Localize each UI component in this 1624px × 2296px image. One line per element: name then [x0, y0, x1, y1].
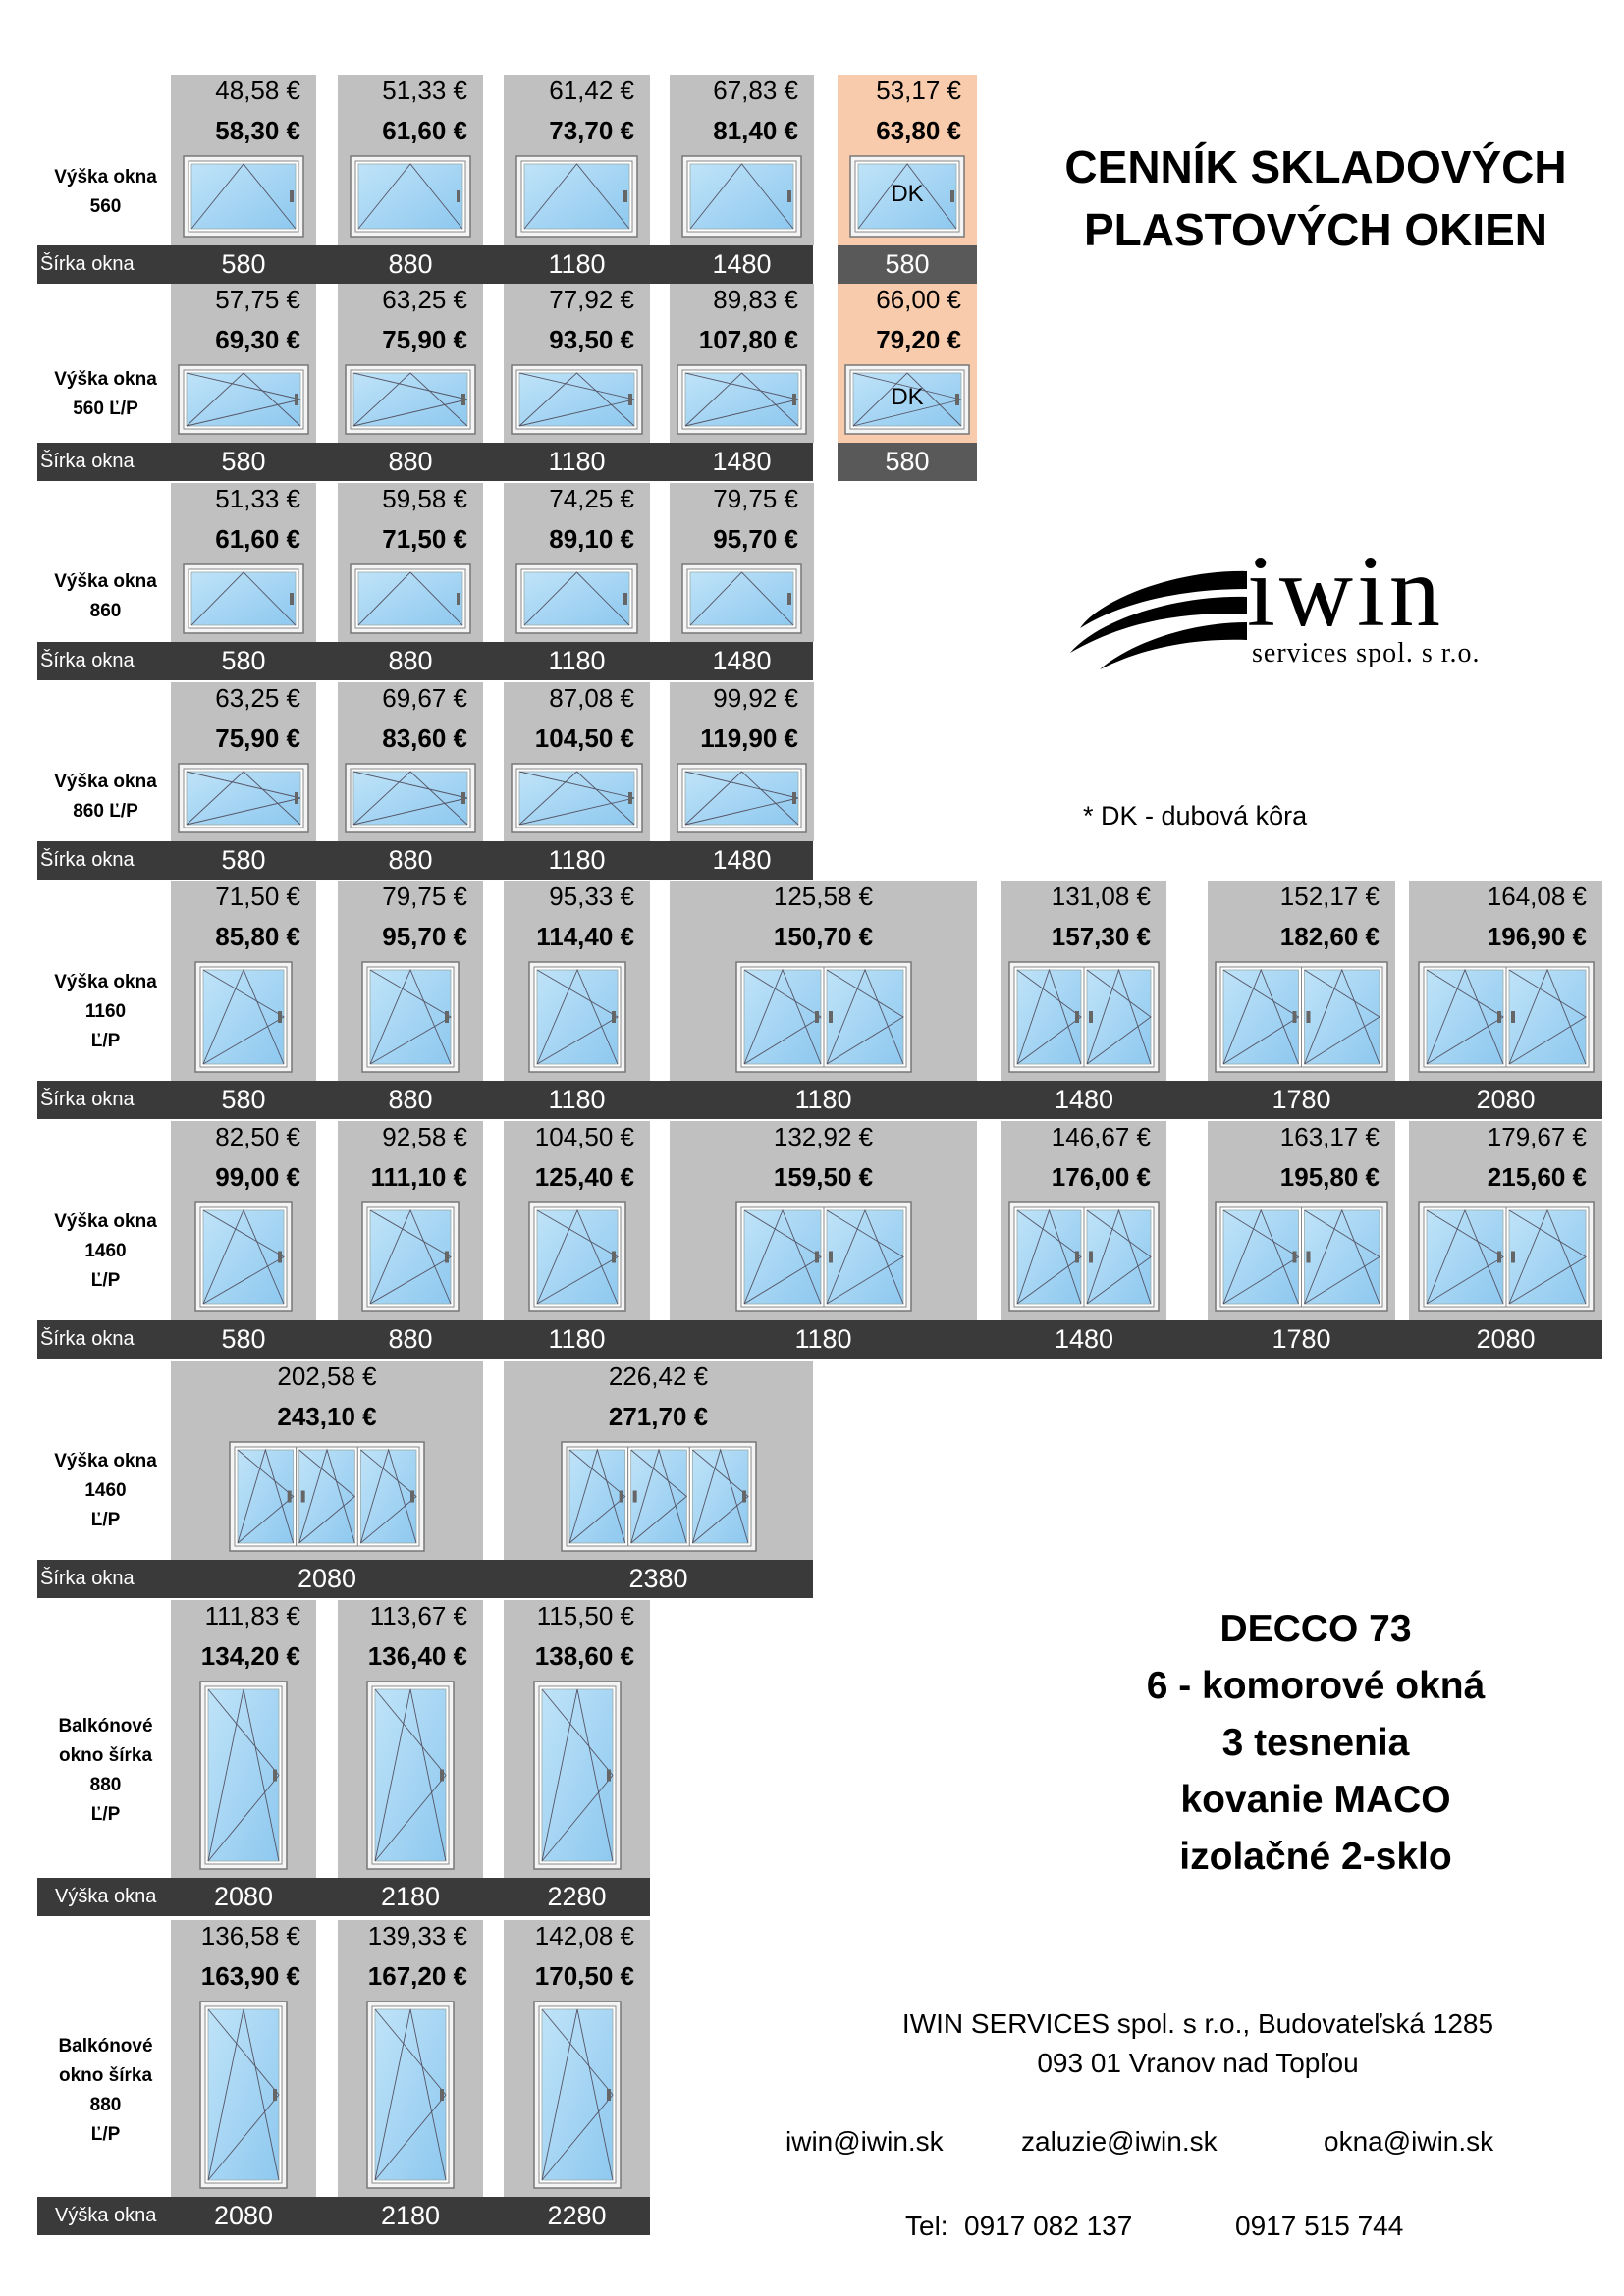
price-with-vat: 215,60 € — [1487, 1162, 1587, 1192]
phone-label: Tel: — [905, 2211, 948, 2241]
row-label-line: 860 — [89, 601, 122, 621]
row-label-line: 560 Ľ/P — [73, 399, 138, 419]
window-icon — [194, 961, 293, 1073]
price-without-vat: 115,50 € — [536, 1601, 634, 1630]
price-without-vat: 152,17 € — [1279, 881, 1380, 911]
dimension-value: 2080 — [297, 1564, 357, 1593]
dimension-value: 1180 — [548, 447, 606, 476]
price-with-vat: 163,90 € — [200, 1961, 300, 1991]
window-icon — [1418, 961, 1595, 1073]
spec-line: DECCO 73 — [1219, 1608, 1412, 1650]
row-label — [39, 567, 172, 626]
price-with-vat: 157,30 € — [1051, 922, 1151, 951]
window-icon — [199, 2001, 288, 2189]
dimension-value: 2080 — [1476, 1085, 1536, 1114]
price-with-vat: 134,20 € — [200, 1641, 300, 1671]
dimension-value: 580 — [221, 447, 266, 476]
row-label — [39, 163, 172, 222]
email-okna[interactable]: okna@iwin.sk — [1324, 2126, 1494, 2157]
price-with-vat: 81,40 € — [713, 116, 798, 145]
company-city: 093 01 Vranov nad Topľou — [1037, 2048, 1359, 2078]
price-with-vat: 69,30 € — [215, 325, 300, 354]
row-label — [39, 365, 172, 424]
row-label-line: Výška okna — [54, 772, 157, 792]
price-without-vat: 69,67 € — [382, 683, 467, 713]
price-without-vat: 87,08 € — [549, 683, 634, 713]
dimension-value: 2080 — [213, 2201, 274, 2230]
price-without-vat: 136,58 € — [200, 1921, 300, 1950]
dimension-value: 1180 — [548, 249, 606, 279]
window-icon — [1215, 1201, 1388, 1312]
price-with-vat: 61,60 € — [382, 116, 467, 145]
price-with-vat: 63,80 € — [876, 116, 961, 145]
dimension-value: 1780 — [1272, 1085, 1331, 1114]
row-label-line: 1460 — [84, 1241, 127, 1261]
dimension-value: 1480 — [1054, 1085, 1114, 1114]
row-label-line: Balkónové — [58, 2036, 153, 2056]
title-line-1: CENNÍK SKLADOVÝCH — [1064, 141, 1567, 192]
price-without-vat: 53,17 € — [876, 76, 961, 105]
dk-note: * DK - dubová kôra — [1083, 801, 1308, 830]
price-with-vat: 170,50 € — [534, 1961, 634, 1991]
price-without-vat: 113,67 € — [369, 1601, 467, 1630]
dimension-value: 1180 — [794, 1324, 852, 1354]
price-with-vat: 89,10 € — [549, 524, 634, 554]
price-with-vat: 99,00 € — [215, 1162, 300, 1192]
window-icon — [183, 563, 304, 634]
row-label — [39, 1207, 172, 1296]
dimension-value: 2180 — [380, 2201, 441, 2230]
price-with-vat: 73,70 € — [549, 116, 634, 145]
price-with-vat: 136,40 € — [367, 1641, 467, 1671]
dimension-value: 580 — [838, 443, 977, 481]
price-without-vat: 79,75 € — [713, 484, 798, 513]
row-label-line: Výška okna — [54, 1451, 157, 1471]
price-without-vat: 125,58 € — [773, 881, 874, 911]
window-icon — [528, 961, 626, 1073]
logo-wordmark: iwin — [1247, 535, 1444, 648]
dimension-label: Šírka okna — [40, 451, 135, 472]
price-with-vat: 95,70 € — [382, 922, 467, 951]
row-label-line: Výška okna — [54, 571, 157, 592]
price-without-vat: 51,33 € — [382, 76, 467, 105]
price-without-vat: 163,17 € — [1279, 1122, 1380, 1151]
row-label-line: okno šírka — [58, 1745, 153, 1766]
price-without-vat: 146,67 € — [1051, 1122, 1151, 1151]
row-label-line: okno šírka — [58, 2065, 153, 2086]
row-label-line: Balkónové — [58, 1716, 153, 1736]
phone-1[interactable]: 0917 082 137 — [964, 2211, 1133, 2241]
price-without-vat: 63,25 € — [215, 683, 300, 713]
row-label — [39, 968, 172, 1056]
window-icon — [528, 1201, 626, 1312]
price-without-vat: 59,58 € — [382, 484, 467, 513]
product-specs — [1021, 1601, 1610, 1886]
window-icon — [350, 155, 471, 238]
dimension-value: 880 — [388, 845, 433, 875]
dimension-value: 1480 — [1054, 1324, 1114, 1354]
window-icon — [681, 563, 802, 634]
window-icon — [515, 563, 638, 634]
dimension-label: Šírka okna — [40, 849, 135, 871]
dk-badge: DK — [891, 384, 924, 410]
row-label-line: 1160 — [84, 1001, 127, 1022]
row-label — [39, 1712, 172, 1830]
window-icon — [350, 563, 471, 634]
price-with-vat: 75,90 € — [382, 325, 467, 354]
dimension-value: 880 — [388, 249, 433, 279]
dimension-value: 2180 — [380, 1882, 441, 1911]
row-label-line: Výška okna — [54, 972, 157, 992]
price-with-vat: 75,90 € — [215, 723, 300, 753]
price-without-vat: 51,33 € — [215, 484, 300, 513]
dimension-value: 580 — [221, 249, 266, 279]
row-label-line: 560 — [89, 196, 122, 217]
row-label-line: Výška okna — [54, 1211, 157, 1232]
dimension-value: 580 — [221, 646, 266, 675]
price-without-vat: 61,42 € — [549, 76, 634, 105]
row-label-line: Výška okna — [54, 167, 157, 187]
logo-subtitle: services spol. s r.o. — [1252, 638, 1481, 668]
window-icon — [1008, 961, 1160, 1073]
row-label-line: 880 — [89, 2095, 122, 2115]
dimension-value: 880 — [388, 447, 433, 476]
price-without-vat: 179,67 € — [1487, 1122, 1587, 1151]
window-icon — [681, 155, 802, 238]
price-with-vat: 176,00 € — [1051, 1162, 1151, 1192]
window-icon — [345, 364, 476, 435]
window-icon — [361, 961, 460, 1073]
price-with-vat: 58,30 € — [215, 116, 300, 145]
price-with-vat: 138,60 € — [534, 1641, 634, 1671]
dimension-value: 880 — [388, 1324, 433, 1354]
company-address: IWIN SERVICES spol. s r.o., Budovateľská 1285 — [901, 2008, 1494, 2039]
row-label-line: 880 — [89, 1775, 122, 1795]
dimension-value: 580 — [221, 1324, 266, 1354]
price-without-vat: 92,58 € — [382, 1122, 467, 1151]
price-without-vat: 111,83 € — [204, 1601, 300, 1630]
window-icon — [533, 2001, 622, 2189]
dimension-value: 2080 — [1476, 1324, 1536, 1354]
price-without-vat: 164,08 € — [1487, 881, 1587, 911]
dimension-value: 580 — [221, 1085, 266, 1114]
window-icon — [361, 1201, 460, 1312]
price-without-vat: 74,25 € — [549, 484, 634, 513]
dimension-label: Šírka okna — [40, 253, 135, 275]
price-without-vat: 104,50 € — [534, 1122, 634, 1151]
dimension-value: 2280 — [547, 1882, 607, 1911]
price-without-vat: 131,08 € — [1051, 881, 1151, 911]
window-icon — [533, 1681, 622, 1870]
price-with-vat: 107,80 € — [698, 325, 798, 354]
email-zaluzie[interactable]: zaluzie@iwin.sk — [1021, 2126, 1218, 2157]
price-with-vat: 114,40 € — [536, 922, 634, 951]
price-without-vat: 82,50 € — [215, 1122, 300, 1151]
price-without-vat: 139,33 € — [367, 1921, 467, 1950]
dimension-value: 880 — [388, 646, 433, 675]
price-with-vat: 195,80 € — [1279, 1162, 1380, 1192]
window-icon — [511, 763, 643, 833]
price-with-vat: 196,90 € — [1487, 922, 1587, 951]
price-with-vat: 104,50 € — [534, 723, 634, 753]
window-icon — [345, 763, 476, 833]
window-icon — [366, 1681, 455, 1870]
price-without-vat: 77,92 € — [549, 285, 634, 314]
window-icon — [1215, 961, 1388, 1073]
dimension-value: 1480 — [712, 447, 772, 476]
dimension-value: 1180 — [548, 1324, 606, 1354]
window-icon — [515, 155, 638, 238]
dimension-label: Výška okna — [55, 2205, 157, 2226]
row-label — [39, 2032, 172, 2150]
window-icon — [735, 1201, 912, 1312]
iwin-logo — [1060, 535, 1532, 677]
dimension-label: Šírka okna — [40, 1328, 135, 1350]
price-without-vat: 79,75 € — [382, 881, 467, 911]
row-label — [39, 768, 172, 827]
dimension-value: 2380 — [628, 1564, 688, 1593]
price-with-vat: 271,70 € — [608, 1402, 709, 1431]
price-with-vat: 111,10 € — [370, 1162, 467, 1192]
price-without-vat: 99,92 € — [713, 683, 798, 713]
price-without-vat: 63,25 € — [382, 285, 467, 314]
price-without-vat: 132,92 € — [773, 1122, 874, 1151]
dimension-value: 580 — [838, 245, 977, 284]
dimension-value: 1180 — [548, 646, 606, 675]
window-icon — [677, 364, 807, 435]
dimension-label: Výška okna — [55, 1886, 157, 1907]
price-with-vat: 167,20 € — [367, 1961, 467, 1991]
title-line-2: PLASTOVÝCH OKIEN — [1084, 204, 1547, 255]
price-without-vat: 89,83 € — [713, 285, 798, 314]
row-label-line: Ľ/P — [90, 1031, 121, 1051]
price-without-vat: 71,50 € — [215, 881, 300, 911]
price-with-vat: 95,70 € — [713, 524, 798, 554]
dimension-value: 1780 — [1272, 1324, 1331, 1354]
price-without-vat: 57,75 € — [215, 285, 300, 314]
dimension-value: 1480 — [712, 646, 772, 675]
row-label-line: Ľ/P — [90, 1804, 121, 1825]
window-icon — [183, 155, 304, 238]
price-without-vat: 48,58 € — [215, 76, 300, 105]
row-label-line: Ľ/P — [90, 1510, 121, 1530]
window-icon — [561, 1441, 757, 1552]
price-with-vat: 150,70 € — [773, 922, 874, 951]
window-icon — [229, 1441, 425, 1552]
row-label-line: Výška okna — [54, 369, 157, 390]
window-icon — [178, 763, 309, 833]
price-with-vat: 159,50 € — [773, 1162, 874, 1192]
price-with-vat: 71,50 € — [382, 524, 467, 554]
dimension-label: Šírka okna — [40, 650, 135, 671]
price-without-vat: 67,83 € — [713, 76, 798, 105]
dimension-value: 2280 — [547, 2201, 607, 2230]
spec-line: 3 tesnenia — [1221, 1722, 1410, 1764]
window-icon — [194, 1201, 293, 1312]
price-without-vat: 66,00 € — [876, 285, 961, 314]
window-icon — [677, 763, 807, 833]
dimension-value: 1180 — [794, 1085, 852, 1114]
price-with-vat: 93,50 € — [549, 325, 634, 354]
price-with-vat: 61,60 € — [215, 524, 300, 554]
dimension-value: 880 — [388, 1085, 433, 1114]
dk-badge: DK — [891, 181, 924, 207]
phone-2[interactable]: 0917 515 744 — [1235, 2211, 1404, 2241]
dimension-label: Šírka okna — [40, 1568, 135, 1589]
spec-line: izolačné 2-sklo — [1179, 1836, 1452, 1878]
window-icon — [735, 961, 912, 1073]
row-label-line: 860 Ľ/P — [73, 801, 138, 822]
price-with-vat: 79,20 € — [876, 325, 961, 354]
price-with-vat: 83,60 € — [382, 723, 467, 753]
dimension-value: 1480 — [712, 845, 772, 875]
dimension-value: 1480 — [712, 249, 772, 279]
dimension-value: 2080 — [213, 1882, 274, 1911]
price-without-vat: 226,42 € — [608, 1362, 709, 1391]
window-icon — [1008, 1201, 1160, 1312]
email-iwin[interactable]: iwin@iwin.sk — [785, 2126, 944, 2157]
spec-line: kovanie MACO — [1180, 1779, 1451, 1821]
price-with-vat: 85,80 € — [215, 922, 300, 951]
price-without-vat: 202,58 € — [277, 1362, 377, 1391]
row-label-line: Ľ/P — [90, 2124, 121, 2145]
window-icon — [1418, 1201, 1595, 1312]
dimension-label: Šírka okna — [40, 1089, 135, 1110]
price-with-vat: 243,10 € — [277, 1402, 377, 1431]
dimension-value: 1180 — [548, 1085, 606, 1114]
row-label-line: 1460 — [84, 1480, 127, 1501]
price-with-vat: 125,40 € — [534, 1162, 634, 1192]
window-icon — [511, 364, 643, 435]
price-without-vat: 142,08 € — [534, 1921, 634, 1950]
dimension-value: 580 — [221, 845, 266, 875]
price-with-vat: 182,60 € — [1279, 922, 1380, 951]
window-icon — [178, 364, 309, 435]
price-with-vat: 119,90 € — [700, 723, 798, 753]
window-icon — [366, 2001, 455, 2189]
price-without-vat: 95,33 € — [549, 881, 634, 911]
row-label-line: Ľ/P — [90, 1270, 121, 1291]
window-icon — [199, 1681, 288, 1870]
row-label — [39, 1447, 172, 1535]
spec-line: 6 - komorové okná — [1146, 1665, 1486, 1707]
dimension-value: 1180 — [548, 845, 606, 875]
